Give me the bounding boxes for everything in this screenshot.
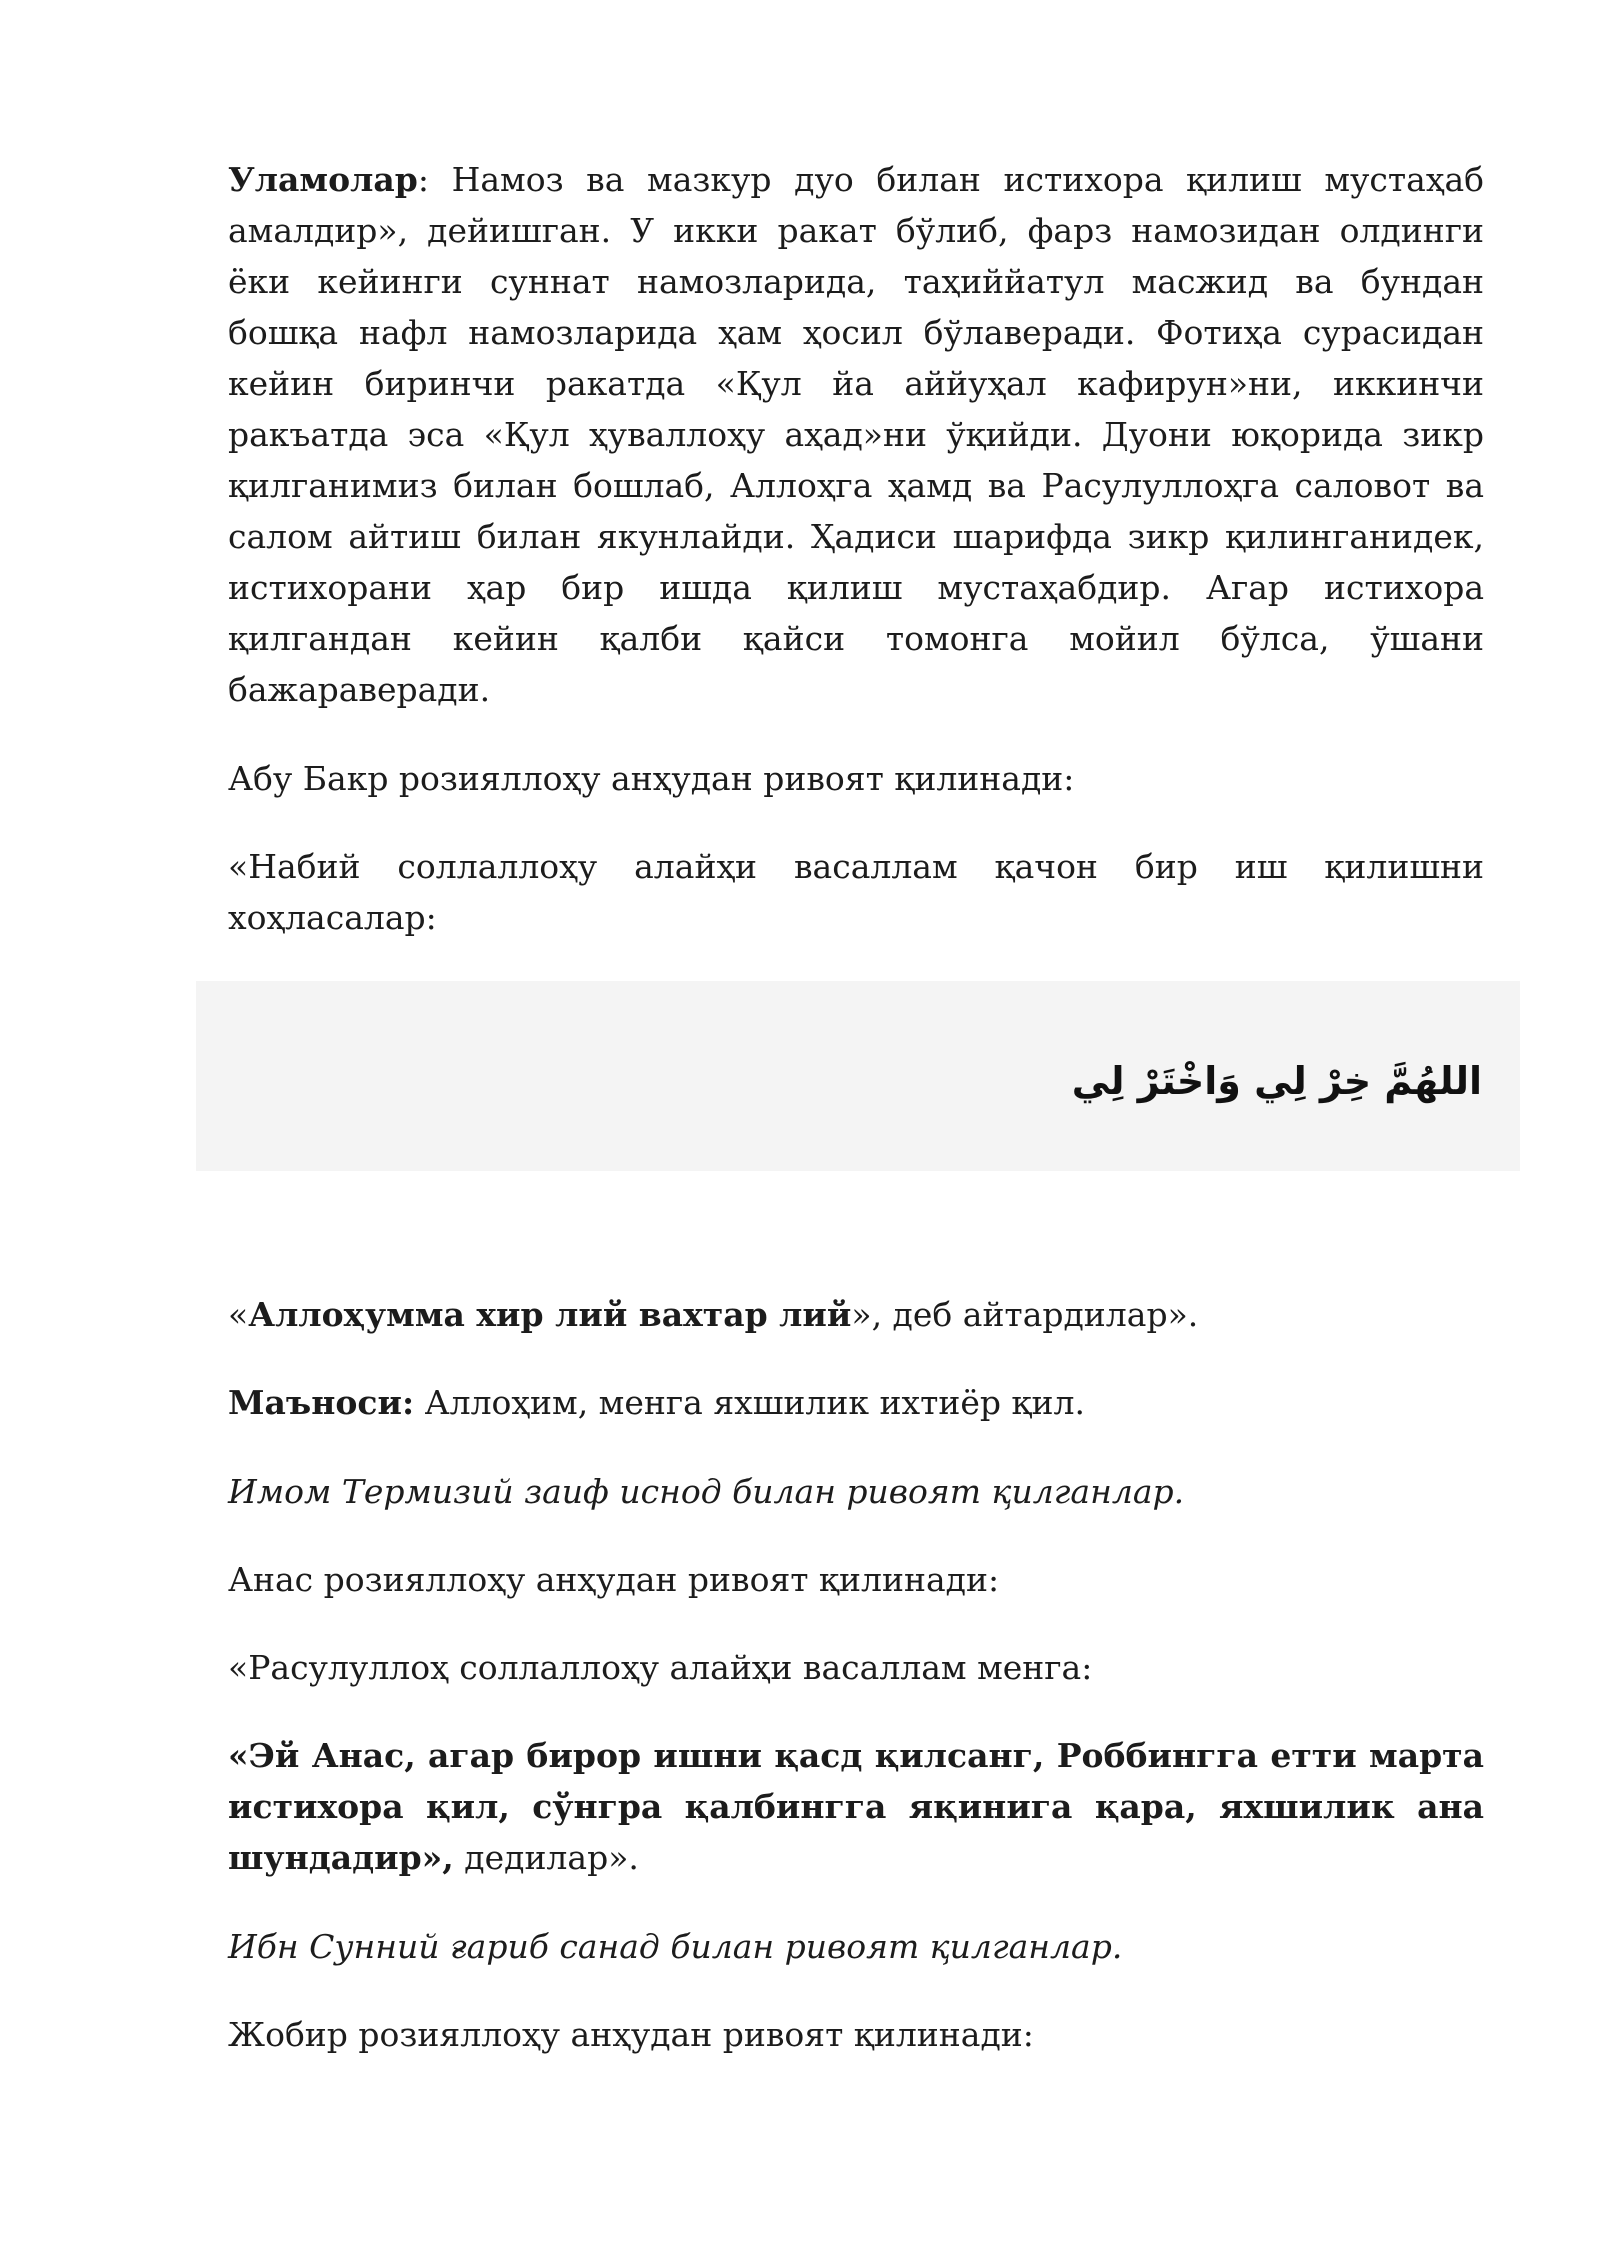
meaning-text: Аллоҳим, менга яхшилик ихтиёр қил. — [414, 1383, 1085, 1422]
paragraph-tirmidhi-source — [228, 1466, 1484, 1517]
ibn-sunni-source: Ибн Сунний ғариб санад билан ривоят қилганлар. — [228, 1927, 1123, 1966]
paragraph-transliteration — [228, 1289, 1484, 1340]
arabic-dua-block — [196, 981, 1520, 1171]
dua-transliteration: Аллоҳумма хир лий вахтар лий — [248, 1295, 852, 1334]
hadith-anas-tail: дедилар». — [453, 1838, 639, 1877]
nabiy-quote: «Набий соллаллоҳу алайҳи васаллам қачон бир иш қилишни хоҳласалар: — [228, 847, 1484, 937]
abu-bakr-narration: Абу Бакр розияллоҳу анҳудан ривоят қилинади: — [228, 759, 1075, 798]
scholars-text: : Намоз ва мазкур дуо билан истихора қилиш мустаҳаб амалдир», дейишган. У икки ракат бўлиб, фарз намозидан олдинги ёки кейинги суннат намозларида, таҳиййатул масжид ва бундан бошқа нафл намозларида ҳам ҳосил бўлаверади. Фотиҳа сурасидан кейин биринчи ракатда «Қул йа аййуҳал кафирун»ни, иккинчи ракъатда эса «Қул ҳуваллоҳу аҳад»ни ўқийди. Дуони юқорида зикр қилганимиз билан бошлаб, Аллоҳга ҳамд ва Расулуллоҳга саловот ва салом айтиш билан якунлайди. Ҳадиси шарифда зикр қилинганидек, истихорани ҳар бир ишда қилиш мустаҳабдир. Агар истихора қилгандан кейин қалби қайси томонга мойил бўлса, ўшани бажараверади. — [228, 160, 1484, 709]
arabic-dua: اللهُمَّ خِرْ لِي وَاخْتَرْ لِي — [1071, 1059, 1482, 1103]
paragraph-abu-bakr — [228, 753, 1484, 804]
paragraph-ibn-sunni-source — [228, 1921, 1484, 1972]
paragraph-anas — [228, 1554, 1484, 1605]
anas-narration: Анас розияллоҳу анҳудан ривоят қилинади: — [228, 1560, 1000, 1599]
hadith-anas-text: «Эй Анас, агар бирор ишни қасд қилсанг, Роббингга етти марта истихора қил, сўнгра қалбингга яқинига қара, яхшилик ана шундадир», — [228, 1736, 1484, 1877]
jobir-narration: Жобир розияллоҳу анҳудан ривоят қилинади: — [228, 2015, 1034, 2054]
paragraph-meaning — [228, 1377, 1484, 1428]
scholars-heading: Уламолар — [228, 160, 418, 199]
paragraph-jobir — [228, 2009, 1484, 2060]
rasulullah-quote: «Расулуллоҳ соллаллоҳу алайҳи васаллам менга: — [228, 1648, 1093, 1687]
open-quote: « — [228, 1295, 249, 1334]
tirmidhi-source: Имом Термизий заиф иснод билан ривоят қилганлар. — [228, 1472, 1185, 1511]
paragraph-nabiy — [228, 841, 1484, 943]
paragraph-scholars — [228, 154, 1484, 715]
transliteration-tail: », деб айтардилар». — [851, 1295, 1199, 1334]
meaning-label: Маъноси: — [228, 1383, 415, 1422]
paragraph-rasulullah — [228, 1642, 1484, 1693]
paragraph-hadith-anas — [228, 1730, 1484, 1883]
